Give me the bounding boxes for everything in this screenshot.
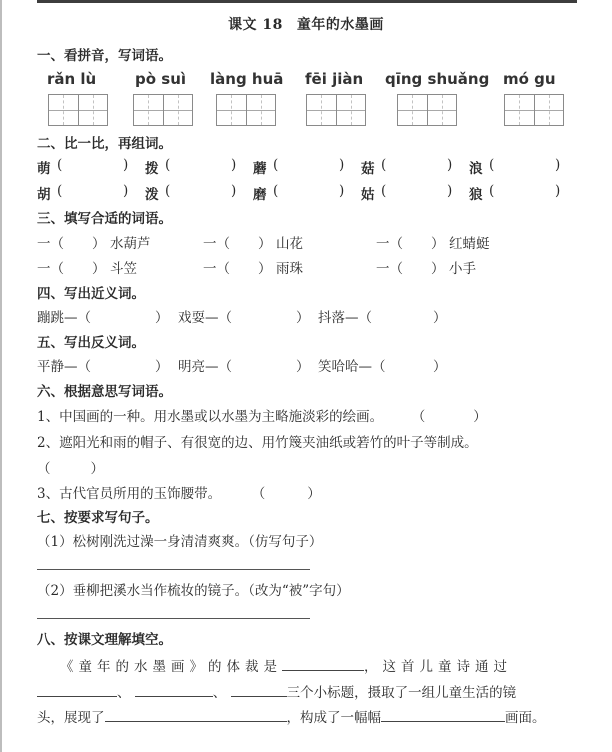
pinyin-label: pò suì	[135, 70, 187, 88]
compare-char: 狼	[469, 187, 483, 203]
pinyin-label: làng huā	[210, 70, 284, 88]
pinyin-label: rǎn lù	[47, 70, 97, 88]
paren-close[interactable]: )	[123, 183, 129, 199]
paren-open: (	[381, 183, 387, 199]
measure-close[interactable]: ）	[92, 261, 106, 277]
measure-noun: 斗笠	[110, 261, 137, 277]
measure-close[interactable]: ）	[258, 236, 272, 252]
compare-char: 泼	[145, 187, 159, 203]
answer-close[interactable]: ）	[296, 310, 310, 326]
compare-char: 浪	[469, 161, 483, 177]
compare-char: 姑	[361, 187, 375, 203]
word-prompt: 戏耍—（	[178, 310, 232, 326]
section3-heading: 三、填写合适的词语。	[37, 211, 172, 227]
measure-prefix: 一（	[376, 261, 403, 277]
word-prompt: 明亮—（	[178, 359, 232, 375]
measure-noun: 红蜻蜓	[449, 236, 490, 252]
section1-heading: 一、看拼音，写词语。	[37, 48, 172, 64]
measure-noun: 雨珠	[276, 261, 303, 277]
answer-close[interactable]: ）	[155, 310, 169, 326]
paren-close[interactable]: )	[555, 183, 561, 199]
paren-close[interactable]: )	[339, 183, 345, 199]
paren-open: (	[57, 157, 63, 173]
word-prompt: 平静—（	[37, 359, 91, 375]
measure-close[interactable]: ）	[92, 236, 106, 252]
answer-line-1[interactable]	[37, 569, 310, 570]
measure-prefix: 一（	[37, 261, 64, 277]
word-prompt: 抖落—（	[318, 310, 372, 326]
answer-paren-3[interactable]: （ ）	[251, 486, 321, 502]
measure-prefix: 一（	[203, 261, 230, 277]
compare-char: 胡	[37, 187, 51, 203]
compare-char: 拨	[145, 161, 159, 177]
writing-grid[interactable]	[504, 94, 564, 126]
lesson-number: 课文 18	[228, 17, 283, 33]
paren-close[interactable]: )	[447, 183, 453, 199]
answer-close[interactable]: ）	[155, 359, 169, 375]
definition-3: 3、古代官员所用的玉饰腰带。 （ ）	[37, 486, 321, 502]
fill-line-3: 头，展现了 ，构成了一幅幅 画面。	[37, 706, 546, 726]
answer-close[interactable]: ）	[296, 359, 310, 375]
paren-close[interactable]: )	[447, 157, 453, 173]
sentence-task-2: （2）垂柳把溪水当作梳妆的镜子。（改为“被”字句）	[37, 583, 350, 599]
paren-open: (	[165, 157, 171, 173]
pinyin-label: fēi jiàn	[305, 70, 364, 88]
measure-close[interactable]: ）	[431, 261, 445, 277]
measure-prefix: 一（	[376, 236, 403, 252]
fill-line-2: 、 、 三个小标题，摄取了一组儿童生活的镜	[37, 681, 516, 701]
paren-open: (	[381, 157, 387, 173]
paren-open: (	[57, 183, 63, 199]
word-prompt: 笑哈哈—（	[318, 359, 386, 375]
section4-heading: 四、写出近义词。	[37, 286, 145, 302]
paren-open: (	[273, 157, 279, 173]
measure-prefix: 一（	[203, 236, 230, 252]
section8-heading: 八、按课文理解填空。	[37, 632, 172, 648]
answer-close[interactable]: ）	[433, 310, 447, 326]
blank-subtitle-3[interactable]	[231, 682, 287, 697]
lesson-name: 童年的水墨画	[296, 17, 384, 33]
answer-line-2[interactable]	[37, 618, 310, 619]
writing-grid[interactable]	[397, 94, 457, 126]
writing-grid[interactable]	[133, 94, 193, 126]
definition-1: 1、中国画的一种。用水墨或以水墨为主略施淡彩的绘画。 （ ）	[37, 409, 487, 425]
section6-heading: 六、根据意思写词语。	[37, 384, 172, 400]
answer-paren-2[interactable]: （ ）	[37, 461, 104, 477]
top-rule	[37, 0, 577, 3]
measure-noun: 小手	[449, 261, 476, 277]
measure-noun: 水葫芦	[110, 236, 151, 252]
blank-showed[interactable]	[105, 707, 287, 722]
writing-grid[interactable]	[306, 94, 366, 126]
measure-prefix: 一（	[37, 236, 64, 252]
paren-close[interactable]: )	[123, 157, 129, 173]
paren-open: (	[489, 183, 495, 199]
answer-close[interactable]: ）	[433, 359, 447, 375]
section5-heading: 五、写出反义词。	[37, 335, 145, 351]
pinyin-label: qīng shuǎng	[385, 70, 490, 88]
measure-close[interactable]: ）	[431, 236, 445, 252]
fill-line-1: 《童年的水墨画》的体裁是 ，这首儿童诗通过	[60, 655, 512, 675]
measure-close[interactable]: ）	[258, 261, 272, 277]
measure-noun: 山花	[276, 236, 303, 252]
blank-subtitle-1[interactable]	[37, 682, 117, 697]
paren-close[interactable]: )	[555, 157, 561, 173]
blank-subtitle-2[interactable]	[135, 682, 213, 697]
compare-char: 蘑	[253, 161, 267, 177]
definition-2: 2、遮阳光和雨的帽子、有很宽的边、用竹篾夹油纸或箬竹的叶子等制成。	[37, 435, 478, 451]
paren-close[interactable]: )	[231, 157, 237, 173]
paren-open: (	[165, 183, 171, 199]
paren-open: (	[273, 183, 279, 199]
writing-grid[interactable]	[48, 94, 108, 126]
blank-genre[interactable]	[282, 656, 364, 671]
paren-open: (	[489, 157, 495, 173]
paren-close[interactable]: )	[231, 183, 237, 199]
paren-close[interactable]: )	[339, 157, 345, 173]
answer-paren-1[interactable]: （ ）	[411, 409, 487, 425]
sentence-task-1: （1）松树刚洗过澡一身清清爽爽。（仿写句子）	[37, 534, 323, 550]
word-prompt: 蹦跳—（	[37, 310, 91, 326]
page-left-edge	[0, 0, 2, 752]
pinyin-label: mó gu	[503, 70, 556, 88]
blank-picture[interactable]	[381, 707, 505, 722]
writing-grid[interactable]	[216, 94, 276, 126]
page-title	[0, 14, 612, 34]
compare-char: 菇	[361, 161, 375, 177]
compare-char: 萌	[37, 161, 51, 177]
section2-heading: 二、比一比，再组词。	[37, 136, 172, 152]
compare-char: 磨	[253, 187, 267, 203]
section7-heading: 七、按要求写句子。	[37, 510, 159, 526]
